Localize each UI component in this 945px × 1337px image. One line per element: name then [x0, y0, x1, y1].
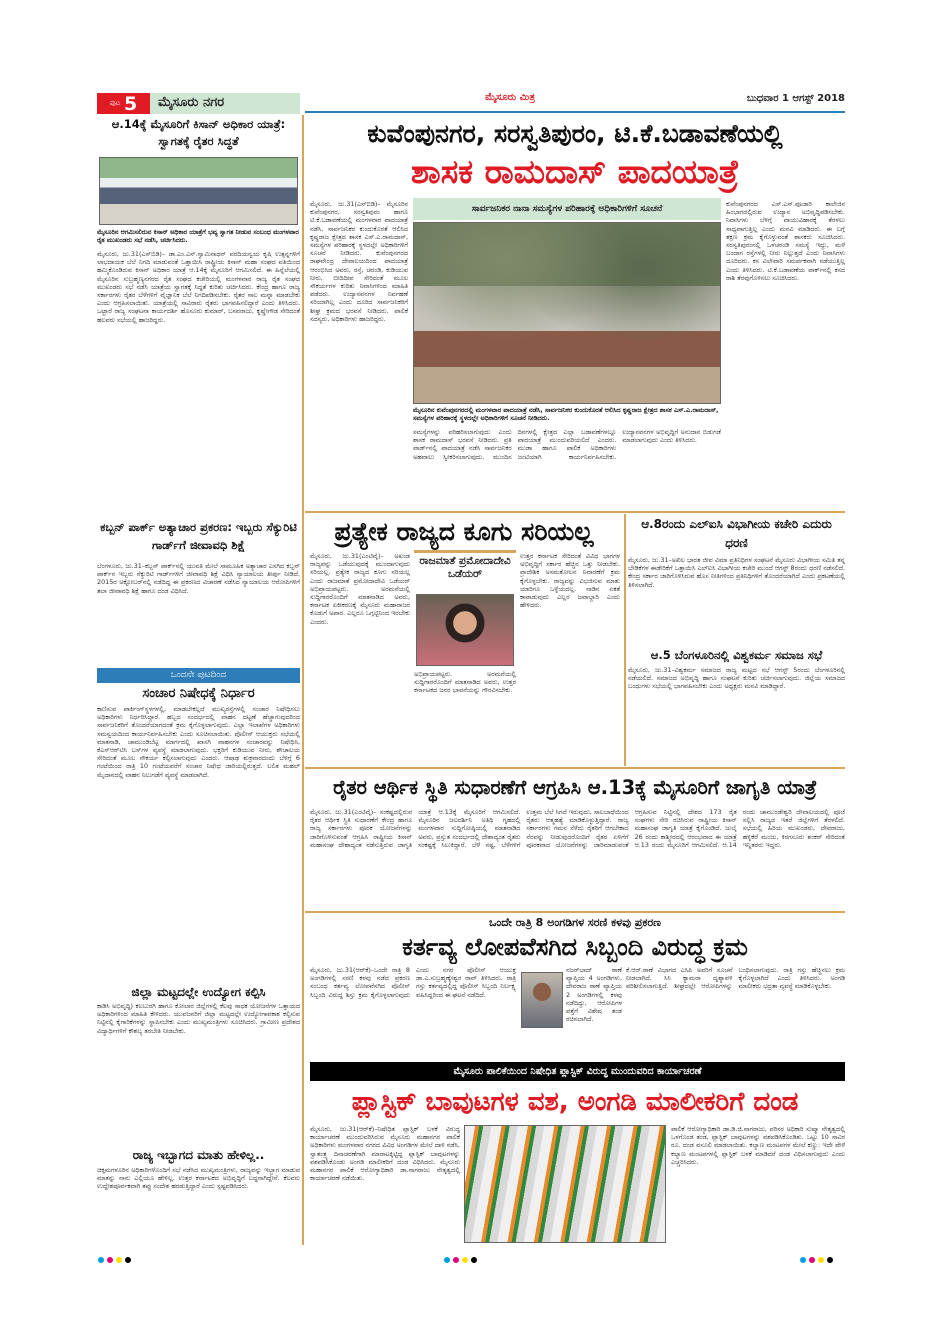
theft-body-b: ನಜರ್‌ಬಾದ್ ಠಾಣೆ ವ್ಯಾಪ್ತಿಯ 4 ಅಂಗಡಿಗಳು, ದೇವರಾಜ ಠಾಣೆ ವ್ಯಾಪ್ತಿಯ 2 ಅಂಗಡಿಗಳಲ್ಲಿ ಕಳವು ನಡೆದಿದ್ದು, ಆರೋಪಿಗಳ ಪತ್ತೆಗೆ ವಿಶೇಷ ತಂಡ ರಚಿಸಲಾಗಿದೆ.	[566, 966, 622, 1024]
separate-state-body-right: ಉತ್ತರ ಕರ್ನಾಟಕ ಸೇರಿದಂತೆ ವಿವಿಧ ಭಾಗಗಳ ಅಭಿವೃದ್ಧಿಗೆ ಸರ್ಕಾರ ಹೆಚ್ಚಿನ ಒತ್ತು ನೀಡಬೇಕು. ಪ್ರಾದೇಶಿಕ ಅಸಮತೋಲನ ನಿವಾರಣೆಗೆ ಕ್ರಮ ಕೈಗೊಳ್ಳಬೇಕು. ರಾಜ್ಯವನ್ನು ವಿಭಜಿಸುವ ಮಾತು ಯಾರಿಗೂ ಒಳ್ಳೆಯದಲ್ಲ. ನಾಡಿನ ಏಕತೆ ಕಾಪಾಡುವುದು ಎಲ್ಲರ ಜವಾಬ್ದಾರಿ ಎಂದು ಹೇಳಿದರು.	[520, 552, 620, 610]
division-body: ಚಿಕ್ಕಮಗಳೂರಿನ ಅಧಿಕಾರಿಗಳೊಂದಿಗೆ ಸಭೆ ನಡೆಸಿದ ಮುಖ್ಯಮಂತ್ರಿಗಳು, ರಾಜ್ಯವನ್ನು ಇಬ್ಭಾಗ ಮಾಡುವ ಮಾತನ್ನು ನಾನು ಎಲ್ಲಿಯೂ ಹೇಳಿಲ್ಲ. ಉತ್ತರ ಕರ್ನಾಟಕದ ಅಭಿವೃದ್ಧಿಗೆ ಬದ್ಧನಾಗಿದ್ದೇನೆ. ಕೆಲವರು ಉದ್ದೇಶಪೂರ್ವಕವಾಗಿ ತಪ್ಪು ಸಂದೇಶ ಹರಡುತ್ತಿದ್ದಾರೆ ಎಂದು ಸ್ಪಷ್ಟಪಡಿಸಿದರು.	[97, 1166, 300, 1191]
column-divider	[302, 115, 304, 1245]
plastic-body-right: ಪಾಲಿಕೆ ಆರೋಗ್ಯಾಧಿಕಾರಿ ಡಾ.ಡಿ.ಜಿ.ನಾಗರಾಜು, ಪರಿಸರ ಅಧಿಕಾರಿ ಸುಷ್ಮಾ ನೇತೃತ್ವದಲ್ಲಿ ಒಳಗೊಂಡ ತಂಡ, ಪ್ಲಾಸ್ಟಿಕ್ ಬಾವುಟಗಳನ್ನು ವಶಪಡಿಸಿಕೊಂಡಿತು. ಒಟ್ಟು 10 ಸಾವಿರ ರೂ. ದಂಡ ವಸೂಲಿ ಮಾಡಲಾಯಿತು. ಕಲ್ಯಾಣ ಮಂಟಪಗಳ ಮೇಲೆ ಕಣ್ಣು: ಇದೇ ವೇಳೆ ಕಲ್ಯಾಣ ಮಂಟಪಗಳಲ್ಲಿ ಪ್ಲಾಸ್ಟಿಕ್ ಬಳಕೆ ಮಾಡಿದರೆ ದಂಡ ವಿಧಿಸಲಾಗುವುದು ಎಂದು ಎಚ್ಚರಿಸಿದರು.	[671, 1125, 845, 1166]
page-number: 5	[124, 93, 138, 114]
section-rule	[305, 511, 845, 513]
lead-body-left: ಮೈಸೂರು, ಜು.31(ಎಸ್‌ಬಿಡಿ)– ಮೈಸೂರಿನ ಕುವೆಂಪುನಗರ, ಸರಸ್ವತಿಪುರಂ ಹಾಗೂ ಟಿ.ಕೆ.ಬಡಾವಣೆಯಲ್ಲಿ ಮಂಗಳವಾರ ಪಾದಯಾತ್ರೆ ನಡೆಸಿ, ಸಾರ್ವಜನಿಕರ ಕುಂದುಕೊರತೆ ಆಲಿಸಿದ ಕೃಷ್ಣರಾಜ ಕ್ಷೇತ್ರದ ಶಾಸಕ ಎಸ್.ಎ.ರಾಮದಾಸ್, ಸಮಸ್ಯೆಗಳ ಪರಿಹಾರಕ್ಕೆ ಸ್ಥಳದಲ್ಲೇ ಅಧಿಕಾರಿಗಳಿಗೆ ಸೂಚನೆ ನೀಡಿದರು. ಕುವೆಂಪುನಗರದ ರಾಘವೇಂದ್ರ ದೇವಾಲಯದಿಂದ ಪಾದಯಾತ್ರೆ ಆರಂಭಿಸಿದ ಅವರು, ರಸ್ತೆ, ಚರಂಡಿ, ಕುಡಿಯುವ ನೀರು, ಬೀದಿದೀಪ ಸೇರಿದಂತೆ ಮೂಲ ಸೌಕರ್ಯಗಳ ಕುರಿತು ನಿವಾಸಿಗಳಿಂದ ಮಾಹಿತಿ ಪಡೆದರು. ಉದ್ಯಾನವನಗಳ ನಿರ್ವಹಣೆ ಸರಿಯಾಗಿಲ್ಲ ಎಂದು ದೂರಿದ ಸಾರ್ವಜನಿಕರಿಗೆ ಶೀಘ್ರ ಕ್ರಮದ ಭರವಸೆ ನೀಡಿದರು. ಪಾಲಿಕೆ ಸದಸ್ಯರು, ಅಧಿಕಾರಿಗಳು ಹಾಜರಿದ್ದರು.	[310, 200, 408, 323]
police-officer-photo	[521, 972, 563, 1028]
lead-headline-line1: ಕುವೆಂಪುನಗರ, ಸರಸ್ವತಿಪುರಂ, ಟಿ.ಕೆ.ಬಡಾವಣೆಯಲ್ಲಿ	[367, 119, 783, 148]
section-rule	[305, 911, 845, 913]
section-title: ಮೈಸೂರು ನಗರ	[150, 93, 300, 114]
padayatra-photo	[413, 222, 721, 404]
registration-marks-right	[800, 1248, 836, 1267]
separate-state-body-mid: ಅಭಿಪ್ರಾಯಪಟ್ಟರು. ಅರಮನೆಯಲ್ಲಿ ಸುದ್ದಿಗಾರರೊಂದಿಗೆ ಮಾತನಾಡಿದ ಅವರು, ಉತ್ತರ ಕರ್ನಾಟಕದ ಜನರ ಭಾವನೆಯನ್ನು ಗೌರವಿಸಬೇಕು.	[414, 670, 516, 695]
page-number-box	[97, 93, 150, 114]
kisan-body: ಮೈಸೂರು, ಜು.31(ಎಸ್‌ಬಿಡಿ)– ಡಾ.ಎಂ.ಎಸ್.ಸ್ವಾಮಿನಾಥನ್ ವರದಿಯನ್ವಯ ಕೃಷಿ ಉತ್ಪನ್ನಗಳಿಗೆ ಲಾಭದಾಯಕ ಬೆಲೆ ನಿಗದಿ ಮಾಡುವಂತೆ ಒತ್ತಾಯಿಸಿ ರಾಷ್ಟ್ರೀಯ ಕಿಸಾನ್ ಮಹಾ ಸಂಘದ ವತಿಯಿಂದ ಹಮ್ಮಿಕೊಂಡಿರುವ ಕಿಸಾನ್ ಅಧಿಕಾರ ಯಾತ್ರೆ ಆ.14ಕ್ಕೆ ಮೈಸೂರಿಗೆ ಆಗಮಿಸಲಿದೆ. ಈ ಹಿನ್ನೆಲೆಯಲ್ಲಿ ಮೈಸೂರಿನ ಸುಬ್ರಹ್ಮಣ್ಯನಗರದ ರೈತ ಸಂಘದ ಕಚೇರಿಯಲ್ಲಿ ಮಂಗಳವಾರ ರಾಜ್ಯ ರೈತ ಸಂಘದ ಮುಖಂಡರು ಸಭೆ ನಡೆಸಿ ಯಾತ್ರೆಯ ಸ್ವಾಗತಕ್ಕೆ ಸಿದ್ಧತೆ ಕುರಿತು ಚರ್ಚಿಸಿದರು. ಕೇಂದ್ರ ಹಾಗೂ ರಾಜ್ಯ ಸರ್ಕಾರಗಳು ರೈತರ ಬೆಳೆಗಳಿಗೆ ವೈಜ್ಞಾನಿಕ ಬೆಲೆ ನಿಗದಿಪಡಿಸಬೇಕು. ರೈತರ ಸಾಲ ಮನ್ನಾ ಮಾಡಬೇಕು ಎಂದು ಆಗ್ರಹಿಸಲಾಯಿತು. ಯಾತ್ರೆಯಲ್ಲಿ ಸಾವಿರಾರು ರೈತರು ಭಾಗವಹಿಸಲಿದ್ದಾರೆ ಎಂದು ತಿಳಿಸಿದರು. ಒಟ್ಟಾರೆ ರಾಜ್ಯ ಸಂಘಟನಾ ಕಾರ್ಯದರ್ಶಿ ಹೊಸೂರು ಕುಮಾರ್, ಬಸವರಾಜು, ಕೃಷ್ಣೇಗೌಡ ಸೇರಿದಂತೆ ಹಲವರು ಸಭೆಯಲ್ಲಿ ಹಾಜರಿದ್ದರು.	[97, 250, 300, 324]
kisan-caption: ಮೈಸೂರಿನ ಆಗಮಿಸಲಿರುವ ಕಿಸಾನ್ ಅಧಿಕಾರ ಯಾತ್ರೆಗೆ ಭವ್ಯ ಸ್ವಾಗತ ನೀಡುವ ಸಂಬಂಧ ಮಂಗಳವಾರ ರೈತ ಮುಖಂಡರು ಸಭೆ ನಡೆಸಿ, ಚರ್ಚಿಸಿದರು.	[97, 228, 299, 244]
vishwakarma-body: ಮೈಸೂರು, ಜು.31–ವಿಶ್ವಕರ್ಮ ಸಮಾಜದ ರಾಜ್ಯ ಮಟ್ಟದ ಸಭೆ ಆಗಸ್ಟ್ 5ರಂದು ಬೆಂಗಳೂರಿನಲ್ಲಿ ನಡೆಯಲಿದೆ. ಸಮಾಜದ ಅಭಿವೃದ್ಧಿ ಹಾಗೂ ಸಂಘಟನೆ ಕುರಿತು ಚರ್ಚಿಸಲಾಗುವುದು. ಜಿಲ್ಲೆಯ ಸಮಾಜದ ಬಂಧುಗಳು ಸಭೆಯಲ್ಲಿ ಭಾಗವಹಿಸಬೇಕು ಎಂದು ಅಧ್ಯಕ್ಷರು ಮನವಿ ಮಾಡಿದ್ದಾರೆ.	[628, 666, 845, 691]
farmers-headline: ರೈತರ ಆರ್ಥಿಕ ಸ್ಥಿತಿ ಸುಧಾರಣೆಗೆ ಆಗ್ರಹಿಸಿ ಆ.13ಕ್ಕೆ ಮೈಸೂರಿಗೆ ಜಾಗೃತಿ ಯಾತ್ರೆ	[333, 776, 817, 799]
column-divider	[624, 514, 626, 766]
registration-marks-left	[98, 1248, 134, 1267]
issue-date: ಬುಧವಾರ 1 ಆಗಸ್ಟ್ 2018	[746, 93, 845, 104]
theft-kicker: ಒಂದೇ ರಾತ್ರಿ 8 ಅಂಗಡಿಗಳ ಸರಣಿ ಕಳವು ಪ್ರಕರಣ	[489, 916, 661, 929]
lead-body-under: ಸಮಸ್ಯೆಗಳನ್ನು ಪರಿಹರಿಸಲಾಗುವುದು ಎಂದು ಶಾಸಕ ರಾಮದಾಸ್ ಭರವಸೆ ನೀಡಿದರು. ಪ್ರತಿ ವಾರ್ಡ್‌ನಲ್ಲಿ ಪಾದಯಾತ್ರೆ ನಡೆಸಿ ಸಾರ್ವಜನಿಕರ ಅಹವಾಲು ಸ್ವೀಕರಿಸಲಾಗುವುದು. ಮುಂದಿನ ದಿನಗಳಲ್ಲಿ ಕ್ಷೇತ್ರದ ಎಲ್ಲಾ ಬಡಾವಣೆಗಳಲ್ಲೂ ಪಾದಯಾತ್ರೆ ಮುಂದುವರಿಯಲಿದೆ ಎಂದರು. ಮುಡಾ ಹಾಗೂ ಪಾಲಿಕೆ ಅಧಿಕಾರಿಗಳು ಜಂಟಿಯಾಗಿ ಕಾರ್ಯನಿರ್ವಹಿಸಬೇಕು. ಉದ್ಯಾನವನಗಳ ಅಭಿವೃದ್ಧಿಗೆ ಅನುದಾನ ಬಿಡುಗಡೆ ಮಾಡಲಾಗುವುದು ಎಂದು ತಿಳಿಸಿದರು.	[413, 428, 721, 461]
theft-body-a: ಮೈಸೂರು, ಜು.31(ಆರ್‌ಕೆ)–ಒಂದೇ ರಾತ್ರಿ 8 ಅಂಗಡಿಗಳಲ್ಲಿ ಸರಣಿ ಕಳವು ನಡೆದ ಪ್ರಕರಣ ಸಂಬಂಧ ಕರ್ತವ್ಯ ಲೋಪವೆಸಗಿದ ಪೊಲೀಸ್ ಸಿಬ್ಬಂದಿ ವಿರುದ್ಧ ಶಿಸ್ತು ಕ್ರಮ ಕೈಗೊಳ್ಳಲಾಗುವುದು ಎಂದು ನಗರ ಪೊಲೀಸ್ ಆಯುಕ್ತ ಡಾ.ಎ.ಸುಬ್ರಹ್ಮಣ್ಯೇಶ್ವರ ರಾವ್ ತಿಳಿಸಿದರು. ರಾತ್ರಿ ಗಸ್ತು ಕರ್ತವ್ಯದಲ್ಲಿದ್ದ ಪೊಲೀಸ್ ಸಿಬ್ಬಂದಿ ನಿರ್ಲಕ್ಷ್ಯ ವಹಿಸಿದ್ದರಿಂದ ಈ ಘಟನೆ ನಡೆದಿದೆ.	[310, 966, 516, 999]
vishwakarma-headline: ಆ.5 ಬೆಂಗಳೂರಿನಲ್ಲಿ ವಿಶ್ವಕರ್ಮ ಸಮಾಜ ಸಭೆ	[650, 648, 823, 662]
separate-state-headline: ಪ್ರತ್ಯೇಕ ರಾಜ್ಯದ ಕೂಗು ಸರಿಯಲ್ಲ	[334, 517, 594, 546]
page-label: ಪುಟ	[109, 99, 121, 107]
lead-photo-label: ಸಾರ್ವಜನಿಕರ ನಾನಾ ಸಮಸ್ಯೆಗಳ ಪರಿಹಾರಕ್ಕೆ ಅಧಿಕಾರಿಗಳಿಗೆ ಸೂಚನೆ	[413, 198, 721, 220]
registration-marks-center	[444, 1248, 480, 1267]
lead-caption: ಮೈಸೂರಿನ ಕುವೆಂಪುನಗರದಲ್ಲಿ ಮಂಗಳವಾರ ಪಾದಯಾತ್ರೆ ನಡೆಸಿ, ಸಾರ್ವಜನಿಕರ ಕುಂದುಕೊರತೆ ಆಲಿಸಿದ ಕೃಷ್ಣರಾಜ ಕ್ಷೇತ್ರದ ಶಾಸಕ ಎಸ್.ಎ.ರಾಮದಾಸ್, ಸಮಸ್ಯೆಗಳ ಪರಿಹಾರಕ್ಕೆ ಸ್ಥಳದಲ್ಲೇ ಅಧಿಕಾರಿಗಳಿಗೆ ಸೂಚನೆ ನೀಡಿದರು.	[413, 406, 719, 422]
jobs-headline: ಜಿಲ್ಲಾ ಮಟ್ಟದಲ್ಲೇ ಉದ್ಯೋಗ ಕಲ್ಪಿಸಿ	[131, 985, 266, 999]
lic-headline: ಆ.8ರಂದು ಎಲ್‌ಐಸಿ ವಿಭಾಗೀಯ ಕಚೇರಿ ಎದುರು ಧರಣಿ	[641, 517, 832, 550]
traffic-body: ಕಾಣಿಸುವ ಪಾರ್ಕಿಂಗ್‌ಸ್ಥಳಗಳಲ್ಲಿ, ಮಾಡಬೇಕಲ್ಲದೆ ಮುಖ್ಯರಸ್ತೆಗಳಲ್ಲಿ ಸಂಚಾರ ನಿಷೇಧಿಸಲು ಅಧಿಕಾರಿಗಳು ನಿರ್ಧರಿಸಿದ್ದಾರೆ. ಹಬ್ಬದ ಸಂದರ್ಭದಲ್ಲಿ ವಾಹನ ದಟ್ಟಣೆ ಹೆಚ್ಚಾಗುವುದರಿಂದ ಸಾರ್ವಜನಿಕರಿಗೆ ತೊಂದರೆಯಾಗದಂತೆ ಕ್ರಮ ಕೈಗೊಳ್ಳಲಾಗುವುದು. ಎಲ್ಲಾ ಇಲಾಖೆಗಳ ಅಧಿಕಾರಿಗಳು ಸಮನ್ವಯದಿಂದ ಕಾರ್ಯನಿರ್ವಹಿಸಬೇಕು ಎಂದು ಸೂಚಿಸಲಾಯಿತು. ಪೊಲೀಸ್ ಆಯುಕ್ತರು ಸಭೆಯಲ್ಲಿ ಮಾತನಾಡಿ, ಚಾಮುಂಡಿಬೆಟ್ಟ ಮಾರ್ಗದಲ್ಲಿ ಖಾಸಗಿ ವಾಹನಗಳ ಸಂಚಾರವನ್ನು ನಿಷೇಧಿಸಿ, ಕೆಎಸ್ಆರ್‌ಟಿಸಿ ಬಸ್‌ಗಳ ವ್ಯವಸ್ಥೆ ಮಾಡಲಾಗುವುದು. ಭಕ್ತರಿಗೆ ಕುಡಿಯುವ ನೀರು, ಶೌಚಾಲಯ ಸೇರಿದಂತೆ ಮೂಲ ಸೌಕರ್ಯ ಕಲ್ಪಿಸಲಾಗುವುದು ಎಂದರು. ಆಷಾಢ ಶುಕ್ರವಾರದಂದು ಬೆಳಿಗ್ಗೆ 6 ಗಂಟೆಯಿಂದ ರಾತ್ರಿ 10 ಗಂಟೆಯವರೆಗೆ ಸಂಚಾರ ನಿಷೇಧ ಜಾರಿಯಲ್ಲಿರುತ್ತದೆ. ಲಲಿತ ಮಹಲ್ ಮೈದಾನದಲ್ಲಿ ವಾಹನ ನಿಲುಗಡೆಗೆ ವ್ಯವಸ್ಥೆ ಮಾಡಲಾಗಿದೆ.	[97, 705, 300, 779]
lead-headline-line2: ಶಾಸಕ ರಾಮದಾಸ್ ಪಾದಯಾತ್ರೆ	[410, 152, 740, 191]
plastic-body-left: ಮೈಸೂರು, ಜು.31(ಆರ್‌ಕೆ)–ನಿಷೇಧಿತ ಪ್ಲಾಸ್ಟಿಕ್ ಬಳಕೆ ವಿರುದ್ಧ ಕಾರ್ಯಾಚರಣೆ ಮುಂದುವರಿಸಿರುವ ಮೈಸೂರು ಮಹಾನಗರ ಪಾಲಿಕೆ ಅಧಿಕಾರಿಗಳು ಮಂಗಳವಾರ ನಗರದ ವಿವಿಧ ಅಂಗಡಿಗಳ ಮೇಲೆ ದಾಳಿ ನಡೆಸಿ, ಸ್ವಾತಂತ್ರ್ಯ ದಿನಾಚರಣೆಗಾಗಿ ಮಾರಾಟಕ್ಕಿಟ್ಟಿದ್ದ ಪ್ಲಾಸ್ಟಿಕ್ ಬಾವುಟಗಳನ್ನು ವಶಪಡಿಸಿಕೊಂಡು ಅಂಗಡಿ ಮಾಲೀಕರಿಗೆ ದಂಡ ವಿಧಿಸಿದರು. ಮೈಸೂರು ಮಹಾನಗರ ಪಾಲಿಕೆ ಆರೋಗ್ಯಾಧಿಕಾರಿ ಡಾ.ನಾಗರಾಜು ನೇತೃತ್ವದಲ್ಲಿ ಕಾರ್ಯಾಚರಣೆ ನಡೆಯಿತು.	[310, 1125, 460, 1183]
continued-banner: ಒಂದನೇ ಪುಟದಿಂದ	[97, 668, 300, 683]
theft-headline: ಕರ್ತವ್ಯ ಲೋಪವೆಸಗಿದ ಸಿಬ್ಬಂದಿ ವಿರುದ್ಧ ಕ್ರಮ	[402, 933, 748, 961]
farmers-body: ಮೈಸೂರು, ಜು.31(ಎಂಟಿವೈ)– ಸಂಕಷ್ಟದಲ್ಲಿರುವ ರೈತರ ಆರ್ಥಿಕ ಸ್ಥಿತಿ ಸುಧಾರಣೆಗೆ ಕೇಂದ್ರ ಹಾಗೂ ರಾಜ್ಯ ಸರ್ಕಾರಗಳು ಪೂರಕ ಯೋಜನೆಗಳನ್ನು ಜಾರಿಗೊಳಿಸುವಂತೆ ಆಗ್ರಹಿಸಿ ರಾಷ್ಟ್ರೀಯ ಕಿಸಾನ್ ಮಹಾಸಂಘ ದೇಶಾದ್ಯಂತ ನಡೆಸುತ್ತಿರುವ ಜಾಗೃತಿ ಯಾತ್ರೆ ಆ.13ಕ್ಕೆ ಮೈಸೂರಿಗೆ ಆಗಮಿಸಲಿದೆ. ಮೈಸೂರಿನ ಜಲದರ್ಶಿನಿ ಅತಿಥಿ ಗೃಹದಲ್ಲಿ ಮಂಗಳವಾರ ಸುದ್ದಿಗೋಷ್ಠಿಯಲ್ಲಿ ಮಾತನಾಡಿದ ಅವರು, ಪ್ರಸ್ತುತ ಸಂದರ್ಭದಲ್ಲಿ ದೇಶಾದ್ಯಂತ ರೈತರು ಸಂಕಷ್ಟಕ್ಕೆ ಸಿಲುಕಿದ್ದಾರೆ. ಬೆಳೆ ನಷ್ಟ, ಬೆಳೆಗಳಿಗೆ ಉತ್ತಮ ಬೆಲೆ ಸಿಗದೆ ಇರುವುದು, ಸಾಲಬಾಧೆಯಿಂದ ರೈತರು ಆತ್ಮಹತ್ಯೆ ಮಾಡಿಕೊಳ್ಳುತ್ತಿದ್ದಾರೆ. ರಾಜ್ಯ ಸರ್ಕಾರಗಳು ಗಮನ ಸೆಳೆದು ರೈತರಿಗೆ ಆಗಬೇಕಾದ ನೆರವನ್ನು ನೀಡುವುದರೊಂದಿಗೆ ರೈತರ ಏಳಿಗೆಗೆ ಪೂರಕವಾದ ಯೋಜನೆಗಳನ್ನು ಜಾರಿಮಾಡುವಂತೆ ಆಗ್ರಹಿಸುವ ನಿಟ್ಟಿನಲ್ಲಿ ದೇಶದ 173 ರೈತ ಸಂಘಗಳು ಸೇರಿ ರಚಿಸಿರುವ ರಾಷ್ಟ್ರೀಯ ಕಿಸಾನ್ ಮಹಾಸಂಘ ಜಾಗೃತಿ ಯಾತ್ರೆ ಕೈಗೊಂಡಿದೆ. ಜುಲೈ 26 ರಂದು ಕಾಶ್ಮೀರದಲ್ಲಿ ಆರಂಭವಾದ ಈ ಯಾತ್ರೆ ಆ.13 ರಂದು ಮೈಸೂರಿಗೆ ಆಗಮಿಸಲಿದೆ. ಆ.14 ರಂದು ಚಾಮುಂಡೇಶ್ವರಿ ದೇವಾಲಯದಲ್ಲಿ ಪೂಜೆ ಸಲ್ಲಿಸಿ ರಾಜ್ಯದ ಇತರೆ ಜಿಲ್ಲೆಗಳಿಗೆ ತೆರಳಲಿದೆ. ಸಭೆಯಲ್ಲಿ ಹಿರಿಯ ಮುಖಂಡರು, ದೇವರಾಜು, ಹಳ್ಳಿಕೆರೆ ಮಂಜು, ಕಿರಗಸೂರು ಶಂಕರ್ ಸೇರಿದಂತೆ ಇನ್ನಿತರರು ಇದ್ದರು.	[310, 808, 845, 849]
pramoda-devi-photo	[416, 594, 514, 666]
plastic-kicker: ಮೈಸೂರು ಪಾಲಿಕೆಯಿಂದ ನಿಷೇಧಿತ ಪ್ಲಾಸ್ಟಿಕ್ ವಿರುದ್ಧ ಮುಂದುವರಿದ ಕಾರ್ಯಾಚರಣೆ	[310, 1062, 845, 1081]
cubbon-headline: ಕಬ್ಬನ್ ಪಾರ್ಕ್ ಅತ್ಯಾಚಾರ ಪ್ರಕರಣ: ಇಬ್ಬರು ಸೆಕ್ಯುರಿಟಿ ಗಾರ್ಡ್‌ಗೆ ಜೀವಾವಧಿ ಶಿಕ್ಷೆ	[100, 520, 297, 552]
jobs-body: ಕಾಡಿಸಿ ಅಭಿವೃದ್ಧಿ) ಕಲಬುರಗಿ ಹಾಗೂ ಕೋಲಾರ ಜಿಲ್ಲೆಗಳಲ್ಲಿ ಕೆಲವು ಸಾಧಕ ಯೋಜನೆಗಳ ಒತ್ತಾಯದ ಅಧಿಕಾರಿಗಳಿಂದ ಮಾಹಿತಿ ಕೇಳಿದರು. ಯುವಜನರಿಗೆ ಜಿಲ್ಲಾ ಮಟ್ಟದಲ್ಲೇ ಉದ್ಯೋಗಾವಕಾಶ ಕಲ್ಪಿಸುವ ನಿಟ್ಟಿನಲ್ಲಿ ಕೈಗಾರಿಕೆಗಳನ್ನು ಸ್ಥಾಪಿಸಬೇಕು ಎಂದು ಮುಖ್ಯಮಂತ್ರಿಗಳು ಸೂಚಿಸಿದರು. ಗ್ರಾಮೀಣ ಪ್ರದೇಶದ ವಿದ್ಯಾರ್ಥಿಗಳಿಗೆ ಕೌಶಲ್ಯ ತರಬೇತಿ ನೀಡಬೇಕು.	[97, 1002, 300, 1035]
division-headline: ರಾಜ್ಯ ಇಬ್ಭಾಗದ ಮಾತು ಹೇಳಿಲ್ಲ..	[132, 1148, 265, 1162]
traffic-headline: ಸಂಚಾರ ನಿಷೇಧಕ್ಕೆ ನಿರ್ಧಾರ	[142, 686, 255, 701]
kisan-headline: ಆ.14ಕ್ಕೆ ಮೈಸೂರಿಗೆ ಕಿಸಾನ್ ಅಧಿಕಾರ ಯಾತ್ರೆ: ಸ್ವಾಗತಕ್ಕೆ ರೈತರ ಸಿದ್ಧತೆ	[111, 117, 286, 148]
rajamathe-box-title: ರಾಜಮಾತೆ ಪ್ರಮೋದಾದೇವಿ ಒಡೆಯರ್	[414, 550, 516, 594]
theft-body-c: ಕೆ.ಆರ್.ಠಾಣೆ ವಿಭಾಗದ ಎಸಿಪಿ ಅವರಿಗೆ ಸೂಚನೆ ನೀಡಲಾಗಿದೆ. ಸಿಸಿ ಕ್ಯಾಮರಾ ದೃಶ್ಯಾವಳಿ ಪರಿಶೀಲಿಸಲಾಗುತ್ತಿದೆ. ಶೀಘ್ರದಲ್ಲೇ ಆರೋಪಿಗಳನ್ನು ಬಂಧಿಸಲಾಗುವುದು. ರಾತ್ರಿ ಗಸ್ತು ಹೆಚ್ಚಿಸಲು ಕ್ರಮ ಕೈಗೊಳ್ಳಲಾಗಿದೆ ಎಂದು ತಿಳಿಸಿದರು. ಅಂಗಡಿ ಮಾಲೀಕರು ಭದ್ರತಾ ವ್ಯವಸ್ಥೆ ಮಾಡಿಕೊಳ್ಳಬೇಕು.	[626, 966, 845, 991]
plastic-headline: ಪ್ಲಾಸ್ಟಿಕ್ ಬಾವುಟಗಳ ವಶ, ಅಂಗಡಿ ಮಾಲೀಕರಿಗೆ ದಂಡ	[351, 1087, 799, 1117]
section-rule	[305, 767, 845, 769]
separate-state-body-left: ಮೈಸೂರು, ಜು.31(ಎಂಟಿವೈ)– ಅಖಂಡ ರಾಜ್ಯವನ್ನು ಒಡೆಯುವುದಕ್ಕೆ ಮುಂದಾಗುವುದು ಸರಿಯಲ್ಲ. ಪ್ರತ್ಯೇಕ ರಾಜ್ಯದ ಕೂಗು ಸರಿಯಲ್ಲ ಎಂದು ರಾಜಮಾತೆ ಪ್ರಮೋದಾದೇವಿ ಒಡೆಯರ್ ಅಭಿಪ್ರಾಯಪಟ್ಟರು. ಅರಮನೆಯಲ್ಲಿ ಸುದ್ದಿಗಾರರೊಂದಿಗೆ ಮಾತನಾಡಿದ ಅವರು, ಕರ್ನಾಟಕ ಏಕೀಕರಣಕ್ಕೆ ಮೈಸೂರು ಮಹಾರಾಜರ ಕೊಡುಗೆ ಅಪಾರ. ಎಲ್ಲರೂ ಒಗ್ಗಟ್ಟಿನಿಂದ ಇರಬೇಕು ಎಂದರು.	[310, 552, 410, 626]
plastic-flags-photo	[464, 1125, 666, 1243]
masthead: ಮೈಸೂರು ಮಿತ್ರ	[485, 92, 535, 103]
lic-body: ಮೈಸೂರು, ಜು.31–ಅಖಿಲ ಭಾರತ ಜೀವ ವಿಮಾ ಪ್ರತಿನಿಧಿಗಳ ಸಂಘಟನೆ ಮೈಸೂರು ವಿಭಾಗೀಯ ಸಮಿತಿ ತನ್ನ ಬೇಡಿಕೆಗಳ ಈಡೇರಿಕೆಗೆ ಒತ್ತಾಯಿಸಿ ಎಲ್‌ಐಸಿ ವಿಭಾಗೀಯ ಕಚೇರಿ ಮುಂದೆ ಆಗಸ್ಟ್ 8ರಂದು ಧರಣಿ ನಡೆಸಲಿದೆ. ಕೇಂದ್ರ ಸರ್ಕಾರ ಜಾರಿಗೊಳಿಸಿರುವ ಹೊಸ ನೀತಿಗಳಿಂದ ಪ್ರತಿನಿಧಿಗಳಿಗೆ ತೊಂದರೆಯಾಗಿದೆ ಎಂದು ಪ್ರಕಟಣೆಯಲ್ಲಿ ತಿಳಿಸಲಾಗಿದೆ.	[628, 556, 845, 589]
header-rule	[305, 111, 845, 113]
cubbon-body: ಬೆಂಗಳೂರು, ಜು.31–ಕಬ್ಬನ್ ಪಾರ್ಕ್‌ನಲ್ಲಿ ಯುವತಿ ಮೇಲೆ ಸಾಮೂಹಿಕ ಅತ್ಯಾಚಾರ ಎಸಗಿದ ಕಬ್ಬನ್ ಪಾರ್ಕ್‌ನ ಇಬ್ಬರು ಸೆಕ್ಯುರಿಟಿ ಗಾರ್ಡ್‌ಗಳಿಗೆ ಜೀವಾವಧಿ ಶಿಕ್ಷೆ ವಿಧಿಸಿ ನ್ಯಾಯಾಲಯ ತೀರ್ಪು ನೀಡಿದೆ. 2015ರ ಅಕ್ಟೋಬರ್‌ನಲ್ಲಿ ನಡೆದಿದ್ದ ಈ ಪ್ರಕರಣದ ವಿಚಾರಣೆ ನಡೆಸಿದ ನ್ಯಾಯಾಲಯ ಆರೋಪಿಗಳಿಗೆ ತಲಾ ಜೀವಾವಧಿ ಶಿಕ್ಷೆ ಹಾಗೂ ದಂಡ ವಿಧಿಸಿದೆ.	[97, 562, 300, 595]
kisan-meeting-photo	[99, 157, 298, 225]
lead-body-right: ಕುವೆಂಪುನಗರದ ಎಸ್.ಎಸ್.ಪೂಜಾರಿ ಕಾಲೇಜಿನ ಹಿಂಭಾಗದಲ್ಲಿರುವ ಉದ್ಯಾನ ಅಭಿವೃದ್ಧಿಪಡಿಸಬೇಕು. ನಿವಾಸಿಗಳು ಬೆಳಿಗ್ಗೆ ವಾಯುವಿಹಾರಕ್ಕೆ ತೆರಳಲು ಸಾಧ್ಯವಾಗುತ್ತಿಲ್ಲ ಎಂದು ಮನವಿ ಮಾಡಿದರು. ಈ ಬಗ್ಗೆ ತಕ್ಷಣ ಕ್ರಮ ಕೈಗೊಳ್ಳುವಂತೆ ಶಾಸಕರು ಸೂಚಿಸಿದರು. ಸರಸ್ವತಿಪುರಂನಲ್ಲಿ ಒಳಚರಂಡಿ ಸಮಸ್ಯೆ ಇದ್ದು, ಮಳೆ ಬಂದಾಗ ರಸ್ತೆಗಳಲ್ಲಿ ನೀರು ನಿಲ್ಲುತ್ತದೆ ಎಂದು ನಿವಾಸಿಗಳು ದೂರಿದರು. ಕಸ ವಿಲೇವಾರಿ ಸಮರ್ಪಕವಾಗಿ ನಡೆಯುತ್ತಿಲ್ಲ ಎಂದು ತಿಳಿಸಿದರು. ಟಿ.ಕೆ.ಬಡಾವಣೆಯ ಪಾರ್ಕ್‌ನಲ್ಲಿ ಕಸದ ರಾಶಿ ತೆರವುಗೊಳಿಸಲು ಸೂಚಿಸಿದರು.	[726, 200, 845, 282]
